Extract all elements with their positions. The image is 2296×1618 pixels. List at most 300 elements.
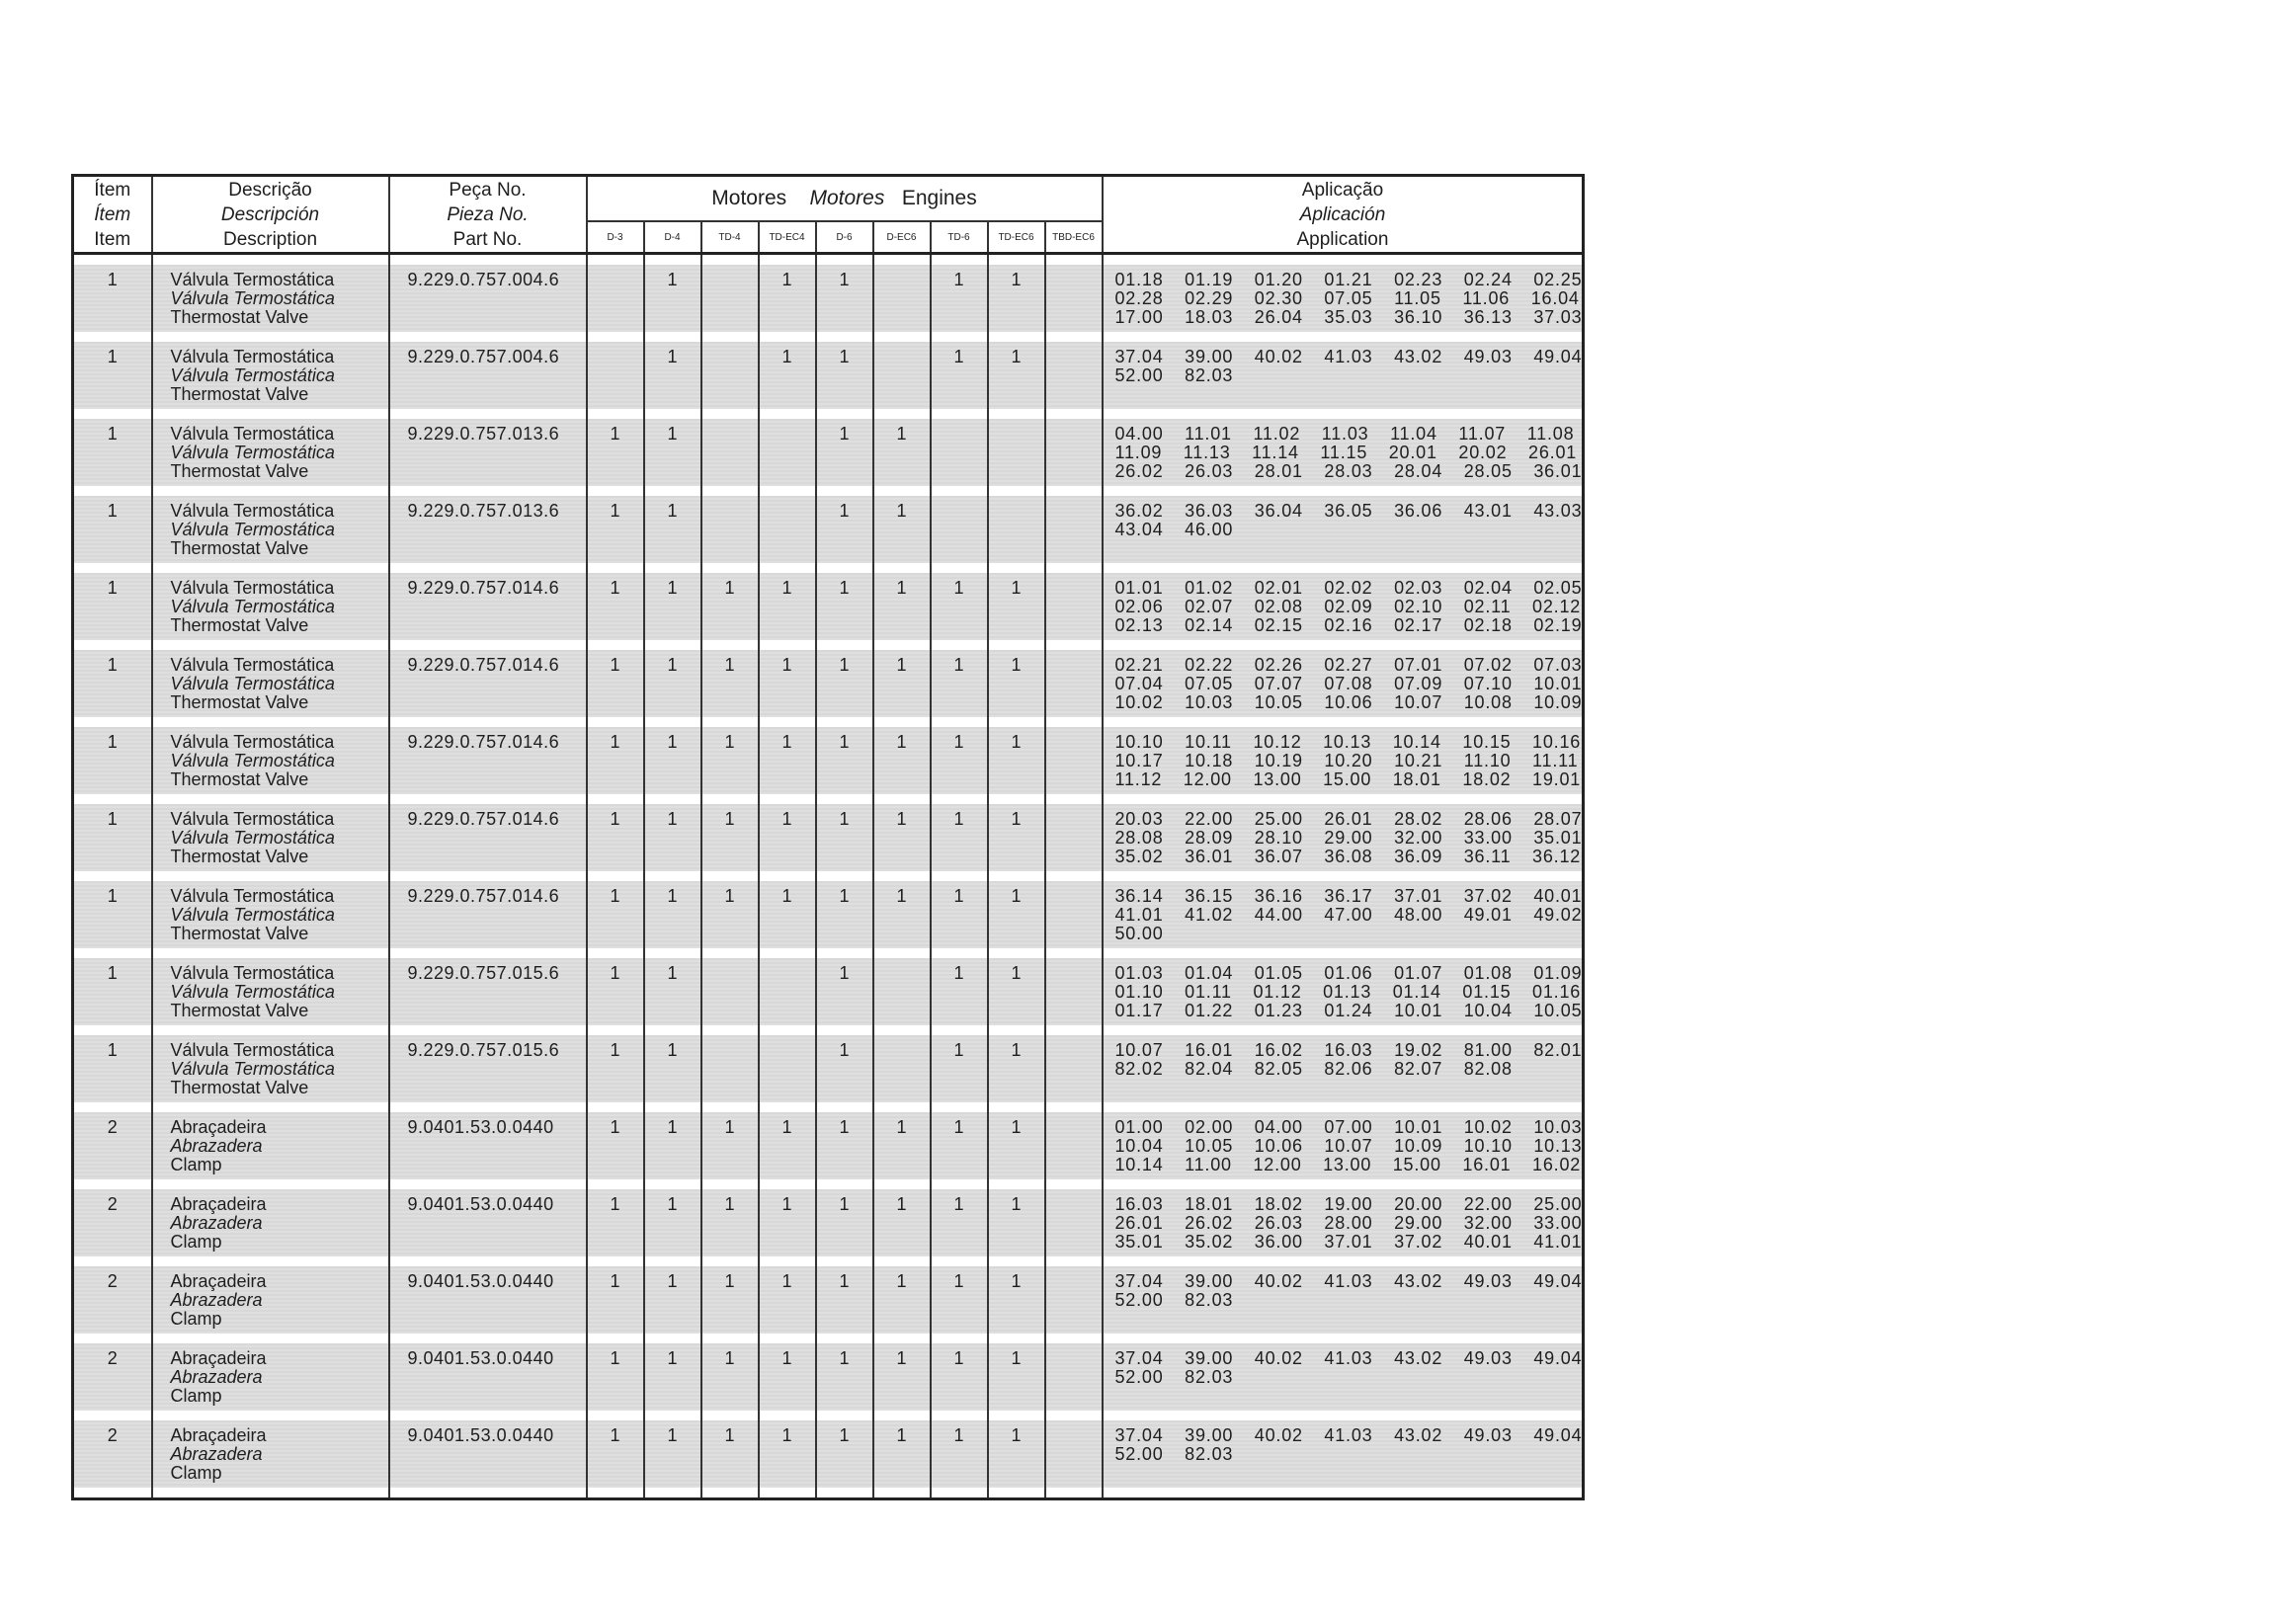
description-en: Clamp bbox=[170, 1386, 222, 1406]
description-cell bbox=[152, 881, 389, 948]
gap-cell bbox=[931, 948, 988, 958]
application-codes bbox=[1104, 419, 1583, 480]
description-en: Thermostat Valve bbox=[170, 847, 309, 866]
engine-cell bbox=[1045, 958, 1103, 1025]
application-codes bbox=[1104, 1035, 1583, 1096]
engine-qty: 1 bbox=[724, 578, 735, 598]
engine-cell bbox=[701, 496, 759, 563]
row-gap bbox=[73, 1488, 1584, 1499]
row-gap bbox=[73, 1256, 1584, 1266]
application-line: 01.18 01.19 01.20 01.21 02.23 02.24 02.25 bbox=[1114, 270, 1583, 289]
gap-cell bbox=[73, 717, 152, 727]
engine-cell bbox=[759, 265, 816, 332]
engine-qty: 1 bbox=[610, 578, 620, 598]
engine-cell bbox=[988, 1189, 1045, 1256]
item-cell bbox=[73, 573, 152, 640]
engine-cell bbox=[816, 419, 873, 486]
item-number: 1 bbox=[107, 809, 118, 829]
application-line: 50.00 bbox=[1114, 924, 1164, 943]
engine-cell bbox=[644, 650, 701, 717]
engine-qty: 1 bbox=[1011, 655, 1022, 675]
gap-cell bbox=[587, 948, 644, 958]
item-number: 1 bbox=[107, 963, 118, 983]
table-row bbox=[73, 1266, 1584, 1334]
table-row bbox=[73, 650, 1584, 717]
gap-cell bbox=[988, 563, 1045, 573]
engine-qty bbox=[1046, 1420, 1102, 1488]
gap-cell bbox=[1103, 486, 1584, 496]
engine-qty: 1 bbox=[839, 655, 850, 675]
description-pt: Válvula Termostática bbox=[170, 578, 335, 598]
gap-cell bbox=[389, 1179, 587, 1189]
gap-cell bbox=[816, 1179, 873, 1189]
engine-qty: 1 bbox=[839, 347, 850, 366]
engine-qty bbox=[1046, 727, 1102, 794]
part-number: 9.229.0.757.015.6 bbox=[407, 1040, 560, 1060]
table-row bbox=[73, 419, 1584, 486]
engine-qty: 1 bbox=[610, 501, 620, 521]
description-en: Thermostat Valve bbox=[170, 538, 309, 558]
engine-cell bbox=[701, 881, 759, 948]
description-pt: Válvula Termostática bbox=[170, 963, 335, 983]
part-number: 9.0401.53.0.0440 bbox=[407, 1117, 554, 1137]
engine-qty: 1 bbox=[610, 732, 620, 752]
application-cell bbox=[1103, 1420, 1584, 1488]
gap-cell bbox=[1103, 871, 1584, 881]
row-gap bbox=[73, 1334, 1584, 1343]
part-number: 9.0401.53.0.0440 bbox=[407, 1425, 554, 1445]
gap-cell bbox=[1103, 563, 1584, 573]
gap-cell bbox=[759, 1411, 816, 1420]
description-pt: Abraçadeira bbox=[170, 1117, 267, 1137]
item-cell bbox=[73, 1343, 152, 1411]
gap-cell bbox=[759, 486, 816, 496]
item-cell bbox=[73, 496, 152, 563]
description-en: Thermostat Valve bbox=[170, 615, 309, 635]
application-line: 26.01 26.02 26.03 28.00 29.00 32.00 33.00 bbox=[1114, 1213, 1583, 1233]
engine-qty: 1 bbox=[839, 501, 850, 521]
engine-qty: 1 bbox=[667, 501, 678, 521]
engine-cell bbox=[587, 342, 644, 409]
application-cell bbox=[1103, 1343, 1584, 1411]
application-cell bbox=[1103, 958, 1584, 1025]
engine-qty: 1 bbox=[839, 1348, 850, 1368]
description-pt: Válvula Termostática bbox=[170, 424, 335, 444]
engine-cell bbox=[931, 650, 988, 717]
gap-cell bbox=[389, 871, 587, 881]
engine-cell bbox=[1045, 804, 1103, 871]
application-line: 01.17 01.22 01.23 01.24 10.01 10.04 10.05 bbox=[1114, 1001, 1583, 1020]
gap-cell bbox=[73, 1025, 152, 1035]
engine-qty bbox=[874, 1035, 930, 1102]
row-gap bbox=[73, 332, 1584, 342]
engine-qty bbox=[1046, 1035, 1102, 1102]
gap-cell bbox=[152, 1488, 389, 1499]
gap-cell bbox=[701, 1411, 759, 1420]
table-row bbox=[73, 804, 1584, 871]
gap-cell bbox=[587, 1025, 644, 1035]
engine-qty: 1 bbox=[781, 1348, 792, 1368]
engine-cell bbox=[644, 342, 701, 409]
item-cell bbox=[73, 1189, 152, 1256]
description-text bbox=[153, 1266, 388, 1328]
engine-cell bbox=[931, 419, 988, 486]
engine-cell bbox=[1045, 1420, 1103, 1488]
application-line: 37.04 39.00 40.02 41.03 43.02 49.03 49.04 bbox=[1114, 347, 1583, 366]
gap-cell bbox=[931, 1102, 988, 1112]
engine-cell bbox=[759, 496, 816, 563]
gap-cell bbox=[873, 1334, 931, 1343]
engine-qty: 1 bbox=[667, 1194, 678, 1214]
description-pt: Válvula Termostática bbox=[170, 270, 335, 289]
engine-qty: 1 bbox=[1011, 1348, 1022, 1368]
engine-qty bbox=[1046, 573, 1102, 640]
gap-cell bbox=[73, 332, 152, 342]
engine-qty: 1 bbox=[724, 1194, 735, 1214]
engine-qty: 1 bbox=[724, 809, 735, 829]
engine-cell bbox=[759, 881, 816, 948]
gap-cell bbox=[73, 1488, 152, 1499]
engine-qty: 1 bbox=[896, 501, 907, 521]
engine-header-cell: TD-EC6 bbox=[988, 221, 1045, 254]
gap-cell bbox=[988, 948, 1045, 958]
engine-qty bbox=[1046, 1343, 1102, 1411]
part-number-cell bbox=[389, 1112, 587, 1179]
application-cell bbox=[1103, 650, 1584, 717]
engine-cell bbox=[873, 958, 931, 1025]
gap-cell bbox=[1103, 1102, 1584, 1112]
engine-qty: 1 bbox=[896, 1425, 907, 1445]
description-cell bbox=[152, 958, 389, 1025]
row-gap bbox=[73, 1102, 1584, 1112]
gap-cell bbox=[873, 409, 931, 419]
engine-qty: 1 bbox=[667, 809, 678, 829]
gap-cell bbox=[1045, 1488, 1103, 1499]
gap-cell bbox=[873, 486, 931, 496]
gap-cell bbox=[931, 1411, 988, 1420]
engine-cell bbox=[931, 1035, 988, 1102]
engine-qty bbox=[702, 419, 758, 486]
engine-qty: 1 bbox=[781, 1194, 792, 1214]
engine-qty: 1 bbox=[667, 655, 678, 675]
description-es: Válvula Termostática bbox=[170, 1059, 335, 1079]
engine-cell bbox=[873, 1266, 931, 1334]
gap-cell bbox=[759, 1102, 816, 1112]
gap-cell bbox=[988, 794, 1045, 804]
engine-qty: 1 bbox=[610, 1117, 620, 1137]
engine-header-cell: D-6 bbox=[816, 221, 873, 254]
engine-qty: 1 bbox=[610, 1348, 620, 1368]
engine-qty: 1 bbox=[896, 886, 907, 906]
engine-cell bbox=[1045, 1343, 1103, 1411]
engine-qty bbox=[1046, 1266, 1102, 1334]
gap-cell bbox=[587, 1488, 644, 1499]
gap-cell bbox=[389, 1102, 587, 1112]
gap-cell bbox=[73, 409, 152, 419]
engine-qty: 1 bbox=[1011, 809, 1022, 829]
gap-cell bbox=[587, 254, 644, 266]
engine-cell bbox=[759, 342, 816, 409]
application-line: 37.04 39.00 40.02 41.03 43.02 49.03 49.04 bbox=[1114, 1271, 1583, 1291]
engine-cell bbox=[701, 727, 759, 794]
gap-cell bbox=[1045, 1179, 1103, 1189]
description-cell bbox=[152, 342, 389, 409]
gap-cell bbox=[644, 486, 701, 496]
engine-qty: 1 bbox=[667, 1040, 678, 1060]
gap-cell bbox=[152, 486, 389, 496]
engine-cell bbox=[873, 1343, 931, 1411]
gap-cell bbox=[1103, 794, 1584, 804]
engine-qty: 1 bbox=[1011, 270, 1022, 289]
description-text bbox=[153, 496, 388, 557]
application-cell bbox=[1103, 881, 1584, 948]
engine-qty: 1 bbox=[667, 1348, 678, 1368]
engine-cell bbox=[644, 958, 701, 1025]
part-number-cell bbox=[389, 727, 587, 794]
engine-cell bbox=[988, 496, 1045, 563]
engine-cell bbox=[816, 1420, 873, 1488]
engine-qty: 1 bbox=[781, 578, 792, 598]
row-gap bbox=[73, 717, 1584, 727]
engine-qty: 1 bbox=[953, 1194, 964, 1214]
gap-cell bbox=[1103, 254, 1584, 266]
description-cell bbox=[152, 573, 389, 640]
engine-qty bbox=[1046, 496, 1102, 563]
gap-cell bbox=[389, 717, 587, 727]
engine-cell bbox=[701, 650, 759, 717]
engine-cell bbox=[759, 573, 816, 640]
gap-cell bbox=[816, 563, 873, 573]
gap-cell bbox=[1045, 871, 1103, 881]
engine-cell bbox=[701, 265, 759, 332]
engine-cell bbox=[644, 496, 701, 563]
engine-qty: 1 bbox=[781, 347, 792, 366]
engine-qty bbox=[874, 958, 930, 1025]
engine-qty: 1 bbox=[953, 1425, 964, 1445]
application-codes bbox=[1104, 804, 1583, 865]
engine-cell bbox=[701, 573, 759, 640]
engine-cell bbox=[816, 342, 873, 409]
engine-qty: 1 bbox=[896, 578, 907, 598]
header-item: Ítem Ítem Item bbox=[73, 176, 152, 254]
gap-cell bbox=[389, 1256, 587, 1266]
gap-cell bbox=[152, 794, 389, 804]
gap-cell bbox=[587, 794, 644, 804]
application-line: 02.13 02.14 02.15 02.16 02.17 02.18 02.19 bbox=[1114, 615, 1583, 635]
gap-cell bbox=[389, 794, 587, 804]
description-text bbox=[153, 1112, 388, 1173]
engine-qty: 1 bbox=[667, 1271, 678, 1291]
application-cell bbox=[1103, 265, 1584, 332]
engine-qty: 1 bbox=[610, 655, 620, 675]
header-engines-title: Motores Motores Engines bbox=[587, 176, 1103, 222]
engine-qty: 1 bbox=[610, 886, 620, 906]
engine-cell bbox=[931, 881, 988, 948]
engine-qty: 1 bbox=[667, 424, 678, 444]
gap-cell bbox=[931, 640, 988, 650]
gap-cell bbox=[701, 871, 759, 881]
gap-cell bbox=[73, 1334, 152, 1343]
part-number: 9.229.0.757.014.6 bbox=[407, 732, 560, 752]
engine-qty: 1 bbox=[896, 1271, 907, 1291]
gap-cell bbox=[644, 1334, 701, 1343]
engine-qty: 1 bbox=[1011, 886, 1022, 906]
gap-cell bbox=[644, 1411, 701, 1420]
engine-cell bbox=[701, 804, 759, 871]
engine-cell bbox=[1045, 881, 1103, 948]
engine-qty bbox=[1046, 1112, 1102, 1179]
gap-cell bbox=[701, 1488, 759, 1499]
engine-qty: 1 bbox=[610, 424, 620, 444]
item-cell bbox=[73, 1112, 152, 1179]
gap-cell bbox=[873, 254, 931, 266]
engine-qty: 1 bbox=[896, 1348, 907, 1368]
gap-cell bbox=[988, 486, 1045, 496]
item-number: 2 bbox=[107, 1425, 118, 1445]
engine-cell bbox=[644, 419, 701, 486]
gap-cell bbox=[931, 717, 988, 727]
engine-cell bbox=[701, 419, 759, 486]
engine-qty: 1 bbox=[724, 655, 735, 675]
gap-cell bbox=[644, 717, 701, 727]
engine-qty bbox=[1046, 342, 1102, 409]
gap-cell bbox=[816, 1488, 873, 1499]
description-cell bbox=[152, 1035, 389, 1102]
gap-cell bbox=[587, 332, 644, 342]
item-number: 1 bbox=[107, 732, 118, 752]
gap-cell bbox=[873, 1411, 931, 1420]
engine-qty: 1 bbox=[953, 1271, 964, 1291]
table-body bbox=[73, 254, 1584, 1499]
gap-cell bbox=[816, 254, 873, 266]
description-pt: Válvula Termostática bbox=[170, 1040, 335, 1060]
description-en: Thermostat Valve bbox=[170, 1078, 309, 1097]
engine-qty: 1 bbox=[781, 732, 792, 752]
description-pt: Válvula Termostática bbox=[170, 655, 335, 675]
engine-cell bbox=[873, 496, 931, 563]
engine-header-cell: TD-EC4 bbox=[759, 221, 816, 254]
gap-cell bbox=[816, 409, 873, 419]
application-line: 35.01 35.02 36.00 37.01 37.02 40.01 41.01 bbox=[1114, 1232, 1583, 1252]
engine-qty: 1 bbox=[839, 578, 850, 598]
engine-cell bbox=[873, 1420, 931, 1488]
gap-cell bbox=[931, 332, 988, 342]
item-number: 2 bbox=[107, 1194, 118, 1214]
description-en: Thermostat Valve bbox=[170, 1001, 309, 1020]
engine-qty: 1 bbox=[724, 1271, 735, 1291]
application-line: 35.02 36.01 36.07 36.08 36.09 36.11 36.12 bbox=[1114, 847, 1582, 866]
gap-cell bbox=[152, 640, 389, 650]
engine-cell bbox=[816, 727, 873, 794]
engine-cell bbox=[644, 1420, 701, 1488]
engine-qty: 1 bbox=[896, 655, 907, 675]
description-en: Thermostat Valve bbox=[170, 769, 309, 789]
part-number-cell bbox=[389, 342, 587, 409]
application-line: 20.03 22.00 25.00 26.01 28.02 28.06 28.07 bbox=[1114, 809, 1583, 829]
table-row bbox=[73, 958, 1584, 1025]
gap-cell bbox=[931, 486, 988, 496]
item-cell bbox=[73, 804, 152, 871]
part-number: 9.229.0.757.004.6 bbox=[407, 270, 560, 289]
engine-qty: 1 bbox=[953, 886, 964, 906]
gap-cell bbox=[759, 409, 816, 419]
item-cell bbox=[73, 342, 152, 409]
engine-qty bbox=[760, 419, 815, 486]
application-line: 37.04 39.00 40.02 41.03 43.02 49.03 49.04 bbox=[1114, 1425, 1583, 1445]
engine-qty: 1 bbox=[1011, 1194, 1022, 1214]
engine-cell bbox=[701, 1266, 759, 1334]
gap-cell bbox=[587, 486, 644, 496]
application-line: 41.01 41.02 44.00 47.00 48.00 49.01 49.02 bbox=[1114, 905, 1583, 925]
table-row bbox=[73, 1420, 1584, 1488]
part-number: 9.229.0.757.015.6 bbox=[407, 963, 560, 983]
part-number: 9.229.0.757.004.6 bbox=[407, 347, 560, 366]
gap-cell bbox=[152, 1411, 389, 1420]
description-text bbox=[153, 650, 388, 711]
gap-cell bbox=[152, 563, 389, 573]
engine-qty bbox=[702, 958, 758, 1025]
item-number: 1 bbox=[107, 886, 118, 906]
engine-cell bbox=[701, 342, 759, 409]
gap-cell bbox=[759, 717, 816, 727]
engine-cell bbox=[1045, 1035, 1103, 1102]
application-codes bbox=[1104, 1343, 1583, 1405]
description-pt: Abraçadeira bbox=[170, 1194, 267, 1214]
gap-cell bbox=[1045, 948, 1103, 958]
engine-cell bbox=[816, 496, 873, 563]
engine-qty: 1 bbox=[839, 732, 850, 752]
engine-cell bbox=[873, 342, 931, 409]
engine-qty bbox=[588, 342, 643, 409]
engine-cell bbox=[988, 1035, 1045, 1102]
gap-cell bbox=[73, 794, 152, 804]
gap-cell bbox=[1103, 948, 1584, 958]
engine-cell bbox=[759, 804, 816, 871]
gap-cell bbox=[701, 717, 759, 727]
engine-cell bbox=[701, 1420, 759, 1488]
gap-cell bbox=[759, 1025, 816, 1035]
gap-cell bbox=[587, 640, 644, 650]
engine-qty bbox=[1046, 881, 1102, 948]
description-pt: Abraçadeira bbox=[170, 1348, 267, 1368]
engine-qty: 1 bbox=[610, 963, 620, 983]
engine-qty: 1 bbox=[1011, 1040, 1022, 1060]
description-cell bbox=[152, 727, 389, 794]
gap-cell bbox=[988, 640, 1045, 650]
engine-cell bbox=[816, 881, 873, 948]
engine-cell bbox=[988, 419, 1045, 486]
gap-cell bbox=[1045, 1102, 1103, 1112]
gap-cell bbox=[152, 717, 389, 727]
gap-cell bbox=[759, 254, 816, 266]
application-line: 52.00 82.03 bbox=[1114, 1367, 1234, 1387]
engine-qty: 1 bbox=[1011, 1425, 1022, 1445]
gap-cell bbox=[701, 1334, 759, 1343]
gap-cell bbox=[644, 563, 701, 573]
engine-qty: 1 bbox=[1011, 347, 1022, 366]
engine-qty bbox=[702, 1035, 758, 1102]
row-gap bbox=[73, 871, 1584, 881]
engine-header-cell: TD-4 bbox=[701, 221, 759, 254]
engine-cell bbox=[873, 1189, 931, 1256]
gap-cell bbox=[988, 1334, 1045, 1343]
engine-qty: 1 bbox=[610, 1425, 620, 1445]
application-cell bbox=[1103, 1112, 1584, 1179]
engine-cell bbox=[1045, 419, 1103, 486]
table-row bbox=[73, 1343, 1584, 1411]
gap-cell bbox=[1103, 1411, 1584, 1420]
description-text bbox=[153, 265, 388, 326]
